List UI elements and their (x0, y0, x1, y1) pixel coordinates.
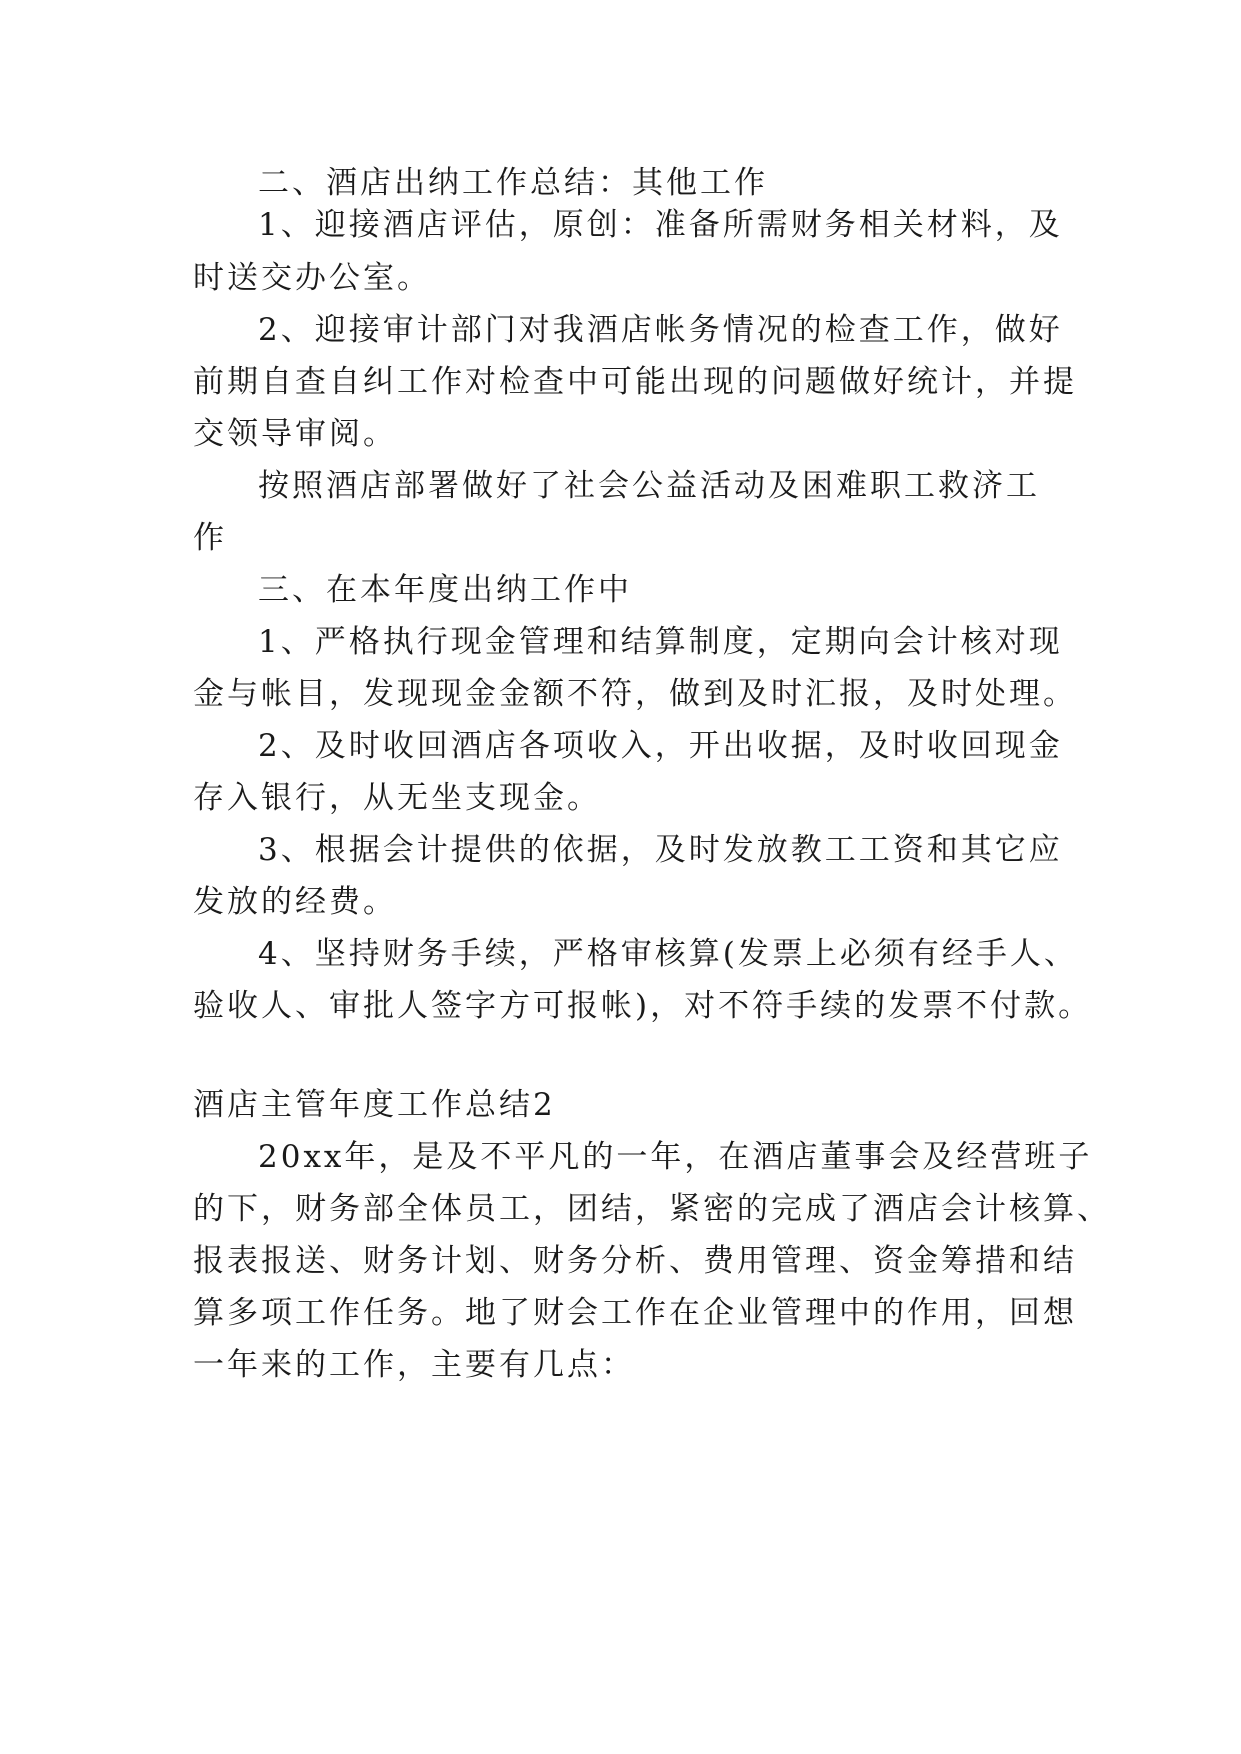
paragraph-line: 发放的经费。 (193, 884, 397, 920)
paragraph-line: 按照酒店部署做好了社会公益活动及困难职工救济工 (258, 468, 1040, 504)
paragraph-line: 报表报送、财务计划、财务分析、费用管理、资金筹措和结 (193, 1243, 1077, 1279)
paragraph-line: 前期自查自纠工作对检查中可能出现的问题做好统计，并提 (193, 364, 1077, 400)
paragraph-line: 验收人、审批人签字方可报帐)，对不符手续的发票不付款。 (193, 988, 1093, 1024)
document-subtitle: 酒店主管年度工作总结2 (193, 1087, 556, 1123)
paragraph-line: 作 (193, 520, 227, 556)
paragraph-line: 20xx年，是及不平凡的一年，在酒店董事会及经营班子 (258, 1139, 1093, 1175)
paragraph-line: 2、及时收回酒店各项收入，开出收据，及时收回现金 (258, 728, 1063, 764)
paragraph-line: 交领导审阅。 (193, 416, 397, 452)
paragraph-line: 金与帐目，发现现金金额不符，做到及时汇报，及时处理。 (193, 676, 1077, 712)
paragraph-line: 3、根据会计提供的依据，及时发放教工工资和其它应 (258, 832, 1063, 868)
paragraph-line: 4、坚持财务手续，严格审核算(发票上必须有经手人、 (258, 936, 1078, 972)
section-heading-annual-work: 三、在本年度出纳工作中 (258, 572, 632, 608)
paragraph-line: 存入银行，从无坐支现金。 (193, 780, 601, 816)
paragraph-line: 2、迎接审计部门对我酒店帐务情况的检查工作，做好 (258, 312, 1063, 348)
paragraph-line: 1、迎接酒店评估，原创：准备所需财务相关材料，及 (258, 207, 1063, 243)
paragraph-line: 的下，财务部全体员工，团结，紧密的完成了酒店会计核算、 (193, 1191, 1111, 1227)
section-heading-other-work: 二、酒店出纳工作总结：其他工作 (258, 165, 768, 201)
paragraph-line: 一年来的工作，主要有几点： (193, 1347, 635, 1383)
paragraph-line: 1、严格执行现金管理和结算制度，定期向会计核对现 (258, 624, 1063, 660)
paragraph-line: 算多项工作任务。地了财会工作在企业管理中的作用，回想 (193, 1295, 1077, 1331)
paragraph-line: 时送交办公室。 (193, 260, 431, 296)
